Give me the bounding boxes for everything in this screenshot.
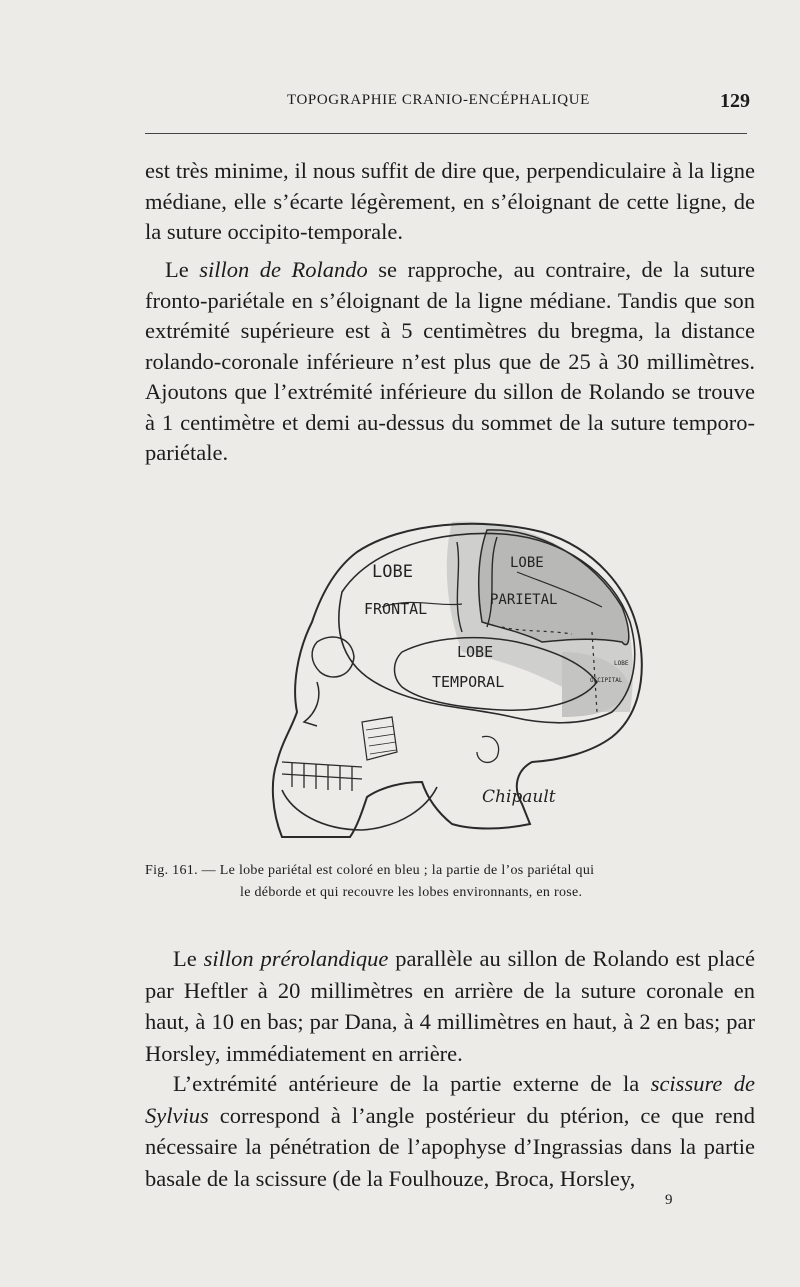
page-header <box>145 90 750 120</box>
paragraph-2 <box>145 255 755 469</box>
zygomatic-region <box>362 717 397 760</box>
caption-line-1: Fig. 161. — Le lobe pariétal est coloré en bleu ; la partie de l’os pariétal qui <box>145 863 595 878</box>
signature-mark: 9 <box>665 1192 673 1208</box>
label-temporal-1: LOBE <box>457 643 494 661</box>
label-parietal-1: LOBE <box>510 555 544 571</box>
paragraph-2-italic: sillon de Rolando <box>199 257 368 282</box>
paragraph-4 <box>145 1068 755 1194</box>
paragraph-1-text: est très minime, il nous suffit de dire que, perpendiculaire à la ligne médiane, elle s’écarte légèrement, en s’éloignant de cette ligne, de la suture occipito-temporale. <box>145 158 755 244</box>
caption-line-2: le déborde et qui recouvre les lobes environnants, en rose. <box>240 885 583 900</box>
paragraph-3 <box>145 943 755 1069</box>
paragraph-2-rest: se rapproche, au contraire, de la suture fronto-pariétale en s’éloignant de la ligne médiane. Tandis que son extrémité supérieure est à 5 centimètres du bregma, la distance rolando-coronale inférieure n’est plus que de 25 à 30 millimètres. Ajoutons que l’extrémité inférieure du sillon de Rolando se trouve à 1 centimètre et demi au-dessus du sommet de la suture temporo-pariétale. <box>145 257 755 465</box>
artist-signature: Chipault <box>482 787 556 807</box>
running-title: TOPOGRAPHIE CRANIO-ENCÉPHALIQUE <box>287 92 590 108</box>
paragraph-2-start: Le <box>165 257 200 282</box>
label-temporal-2: TEMPORAL <box>432 673 505 691</box>
figure-caption <box>145 860 765 904</box>
label-parietal-2: PARIETAL <box>490 592 558 608</box>
paragraph-3-italic: sillon prérolandique <box>203 946 389 971</box>
paragraph-3-rest: parallèle au sillon de Rolando est placé par Heftler à 20 millimètres en arrière de la suture coronale en haut, à 10 en bas; par Dana, à 4 millimètres en haut, à 2 en bas; par Horsley, immédiatement en arrière. <box>145 946 755 1066</box>
paragraph-4-rest: correspond à l’angle postérieur du ptérion, ce que rend nécessaire la pénétration de l’apophyse d’Ingrassias dans la partie basale de la scissure (de la Foulhouze, Broca, Horsley, <box>145 1102 755 1191</box>
paragraph-4-start: L’extrémité antérieure de la partie externe de la <box>173 1071 651 1096</box>
header-rule <box>145 133 747 134</box>
zygomatic-hatching <box>366 726 396 754</box>
label-occipital-2: OCCIPITAL <box>590 677 623 684</box>
teeth <box>282 762 362 791</box>
label-frontal-2: FRONTAL <box>364 600 428 618</box>
paragraph-1 <box>145 156 755 248</box>
nasal-outline <box>304 682 319 726</box>
paragraph-3-start: Le <box>173 946 204 971</box>
label-occipital-1: LOBE <box>614 660 629 667</box>
skull-figure <box>262 512 648 850</box>
page-number: 129 <box>720 90 750 112</box>
paragraph-4-italic: scissure de Sylvius <box>145 1071 755 1128</box>
label-frontal-1: LOBE <box>372 562 413 582</box>
parietal-lobe-shading <box>479 530 629 645</box>
skull-illustration <box>262 512 648 850</box>
ear-canal <box>477 736 499 762</box>
mandible <box>282 787 437 830</box>
